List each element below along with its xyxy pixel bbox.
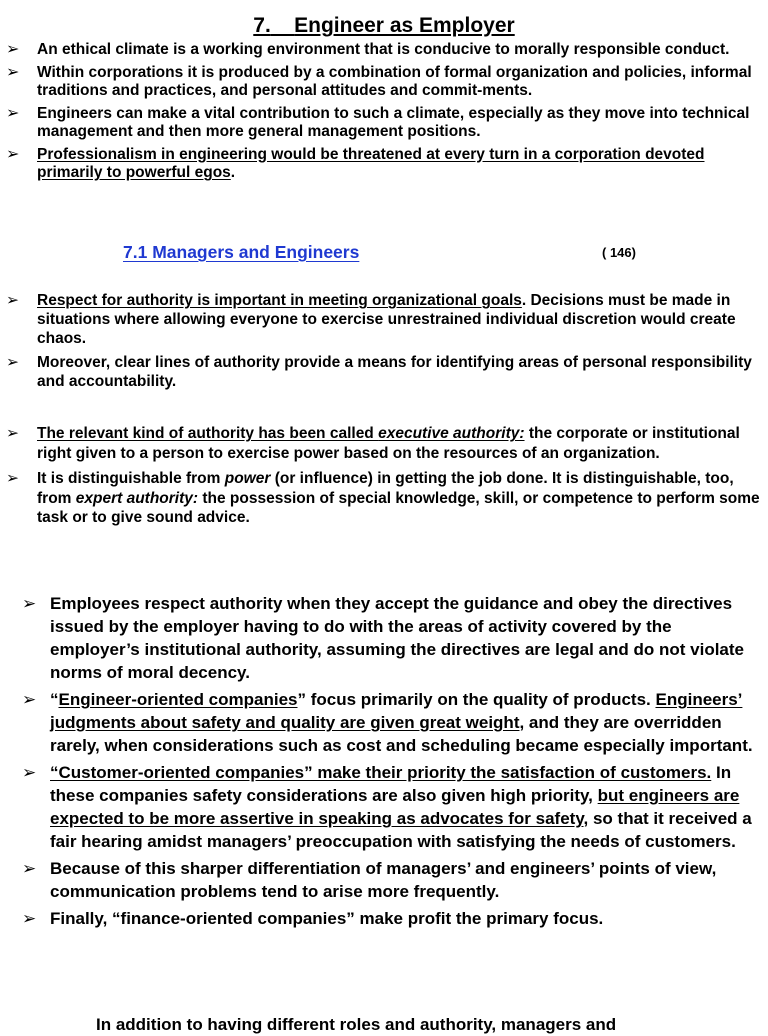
intro-bullet-list bbox=[6, 41, 762, 187]
bullet-text: ” focus primarily on the quality of products. bbox=[297, 690, 656, 709]
list-item bbox=[6, 469, 762, 528]
bullet-text-underlined: Respect for authority is important in meeting organizational goals bbox=[37, 292, 522, 309]
bullet-text-underlined: Professionalism in engineering would be threatened at every turn in a corporation devoted primarily to powerful egos bbox=[37, 145, 705, 181]
list-item bbox=[6, 146, 762, 183]
bullet-text: , and they are overridden rarely, when considerations such as cost and scheduling became especially important. bbox=[50, 713, 753, 755]
bullet-text-underlined-italic: executive authority: bbox=[378, 425, 525, 442]
bullet-text-underlined: “Customer-oriented companies” make their priority the satisfaction of customers. bbox=[50, 763, 712, 782]
bullet-text: Finally, “finance-oriented companies” make profit the primary focus. bbox=[50, 909, 604, 928]
bullet-text: It is distinguishable from bbox=[37, 470, 225, 487]
arrow-bullet-icon: ➢ bbox=[22, 859, 37, 878]
list-item bbox=[6, 64, 762, 101]
company-orientation-bullet-list bbox=[22, 592, 766, 934]
bullet-text-underlined: but engineers are expected to be more assertive in speaking as advocates for safety bbox=[50, 786, 740, 828]
bullet-text-underlined: Engineer-oriented companies bbox=[58, 690, 298, 709]
list-item bbox=[22, 688, 766, 757]
arrow-bullet-icon: ➢ bbox=[6, 470, 19, 487]
arrow-bullet-icon: ➢ bbox=[22, 763, 37, 782]
truncated-paragraph: In addition to having different roles and authority, managers and bbox=[96, 1015, 617, 1034]
bullet-text-underlined: Engineers’ judgments about safety and quality are given great weight bbox=[50, 690, 743, 732]
arrow-bullet-icon: ➢ bbox=[6, 104, 20, 122]
bullet-text: An ethical climate is a working environment that is conducive to morally responsible conduct. bbox=[37, 41, 730, 58]
list-item bbox=[6, 424, 762, 463]
list-item bbox=[22, 761, 766, 853]
bullet-text: Moreover, clear lines of authority provide a means for identifying areas of personal responsibility and accountability. bbox=[37, 354, 752, 390]
bullet-text: In these companies safety considerations are also given high priority, bbox=[50, 763, 732, 805]
bullet-text-underlined: The relevant kind of authority has been called bbox=[37, 425, 379, 442]
bullet-text: “ bbox=[50, 690, 59, 709]
bullet-text: . Decisions must be made in situations where allowing everyone to exercise unrestrained individual discretion would create chaos. bbox=[37, 292, 736, 347]
arrow-bullet-icon: ➢ bbox=[6, 292, 19, 309]
list-item bbox=[6, 291, 762, 348]
bullet-text: Within corporations it is produced by a combination of formal organization and policies, informal traditions and practices, and personal attitudes and commit-ments. bbox=[37, 63, 752, 99]
arrow-bullet-icon: ➢ bbox=[6, 425, 19, 442]
bullet-text: Employees respect authority when they accept the guidance and obey the directives issued by the employer having to do with the areas of activity covered by the employer’s institutional authority, assuming the directives are legal and do not violate norms of moral decency. bbox=[50, 594, 745, 682]
arrow-bullet-icon: ➢ bbox=[22, 909, 37, 928]
arrow-bullet-icon: ➢ bbox=[22, 690, 37, 709]
bullet-text: the corporate or institutional right given to a person to exercise power based on the resources of an organization. bbox=[37, 425, 740, 462]
bullet-text-italic: power bbox=[224, 470, 271, 487]
list-item bbox=[22, 592, 766, 684]
arrow-bullet-icon: ➢ bbox=[6, 145, 20, 163]
bullet-text: the possession of special knowledge, skill, or competence to perform some task or to give sound advice. bbox=[37, 489, 760, 526]
bullet-text: (or influence) in getting the job done. It is distinguishable, too, from bbox=[37, 470, 734, 507]
page-reference: ( 146) bbox=[602, 245, 636, 260]
list-item bbox=[22, 857, 766, 903]
executive-authority-bullet-list bbox=[6, 424, 762, 534]
arrow-bullet-icon: ➢ bbox=[6, 354, 19, 371]
list-item bbox=[6, 353, 762, 391]
page-title bbox=[0, 13, 768, 39]
title-text: Engineer as Employer bbox=[294, 14, 515, 37]
title-number: 7. bbox=[253, 14, 271, 37]
bullet-text: . bbox=[230, 164, 236, 181]
arrow-bullet-icon: ➢ bbox=[6, 41, 20, 58]
list-item bbox=[22, 907, 766, 930]
arrow-bullet-icon: ➢ bbox=[22, 594, 37, 613]
list-item bbox=[6, 105, 762, 142]
authority-bullet-list bbox=[6, 291, 762, 396]
list-item bbox=[6, 41, 762, 60]
bullet-text: Because of this sharper differentiation of managers’ and engineers’ points of view, communication problems tend to arise more frequently. bbox=[50, 859, 717, 901]
bullet-text: , so that it received a fair hearing amidst managers’ preoccupation with satisfying the needs of customers. bbox=[50, 809, 752, 851]
subsection-heading: 7.1 Managers and Engineers bbox=[123, 242, 360, 262]
bullet-text-italic: expert authority: bbox=[75, 489, 199, 507]
bullet-text: Engineers can make a vital contribution to such a climate, especially as they move into technical management and then more general management positions. bbox=[37, 104, 750, 140]
arrow-bullet-icon: ➢ bbox=[6, 63, 20, 81]
